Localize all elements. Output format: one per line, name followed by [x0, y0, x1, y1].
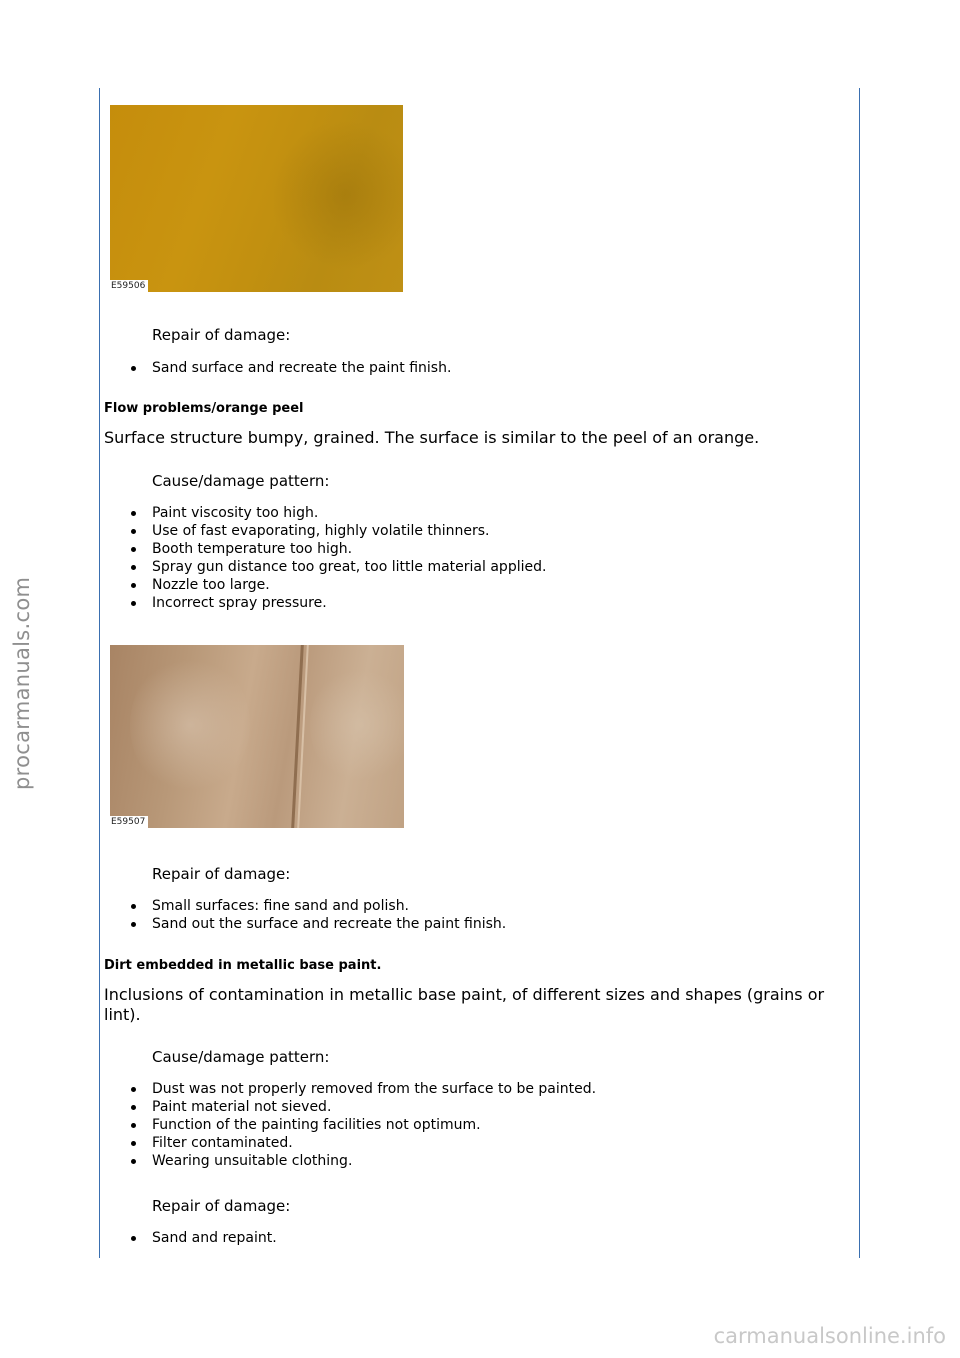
bullet-icon [131, 922, 136, 927]
repair-label: Repair of damage: [152, 1197, 291, 1215]
bullet-icon [131, 1236, 136, 1241]
bullet-icon [131, 565, 136, 570]
bullet-icon [131, 366, 136, 371]
figure-shading [130, 655, 250, 795]
figure-shading [270, 120, 403, 270]
section-heading: Dirt embedded in metallic base paint. [104, 958, 382, 973]
repair-list [0, 897, 506, 933]
list-item: Sand surface and recreate the paint finish. [0, 359, 451, 377]
cause-label: Cause/damage pattern: [152, 472, 330, 490]
list-item: Filter contaminated. [0, 1134, 596, 1152]
figure-paint-sample-2 [110, 645, 404, 828]
bullet-icon [131, 1159, 136, 1164]
list-item: Use of fast evaporating, highly volatile thinners. [0, 522, 546, 540]
section-heading: Flow problems/orange peel [104, 401, 304, 416]
bullet-icon [131, 547, 136, 552]
cause-list [0, 504, 546, 612]
right-margin-rule [859, 88, 860, 1258]
repair-list [0, 1229, 277, 1247]
list-item: Small surfaces: fine sand and polish. [0, 897, 506, 915]
repair-label: Repair of damage: [152, 865, 291, 883]
list-item: Incorrect spray pressure. [0, 594, 546, 612]
list-item: Paint material not sieved. [0, 1098, 596, 1116]
bullet-icon [131, 601, 136, 606]
repair-label: Repair of damage: [152, 326, 291, 344]
bullet-icon [131, 529, 136, 534]
list-item: Function of the painting facilities not optimum. [0, 1116, 596, 1134]
bullet-icon [131, 511, 136, 516]
figure-code: E59506 [110, 280, 148, 292]
bullet-icon [131, 904, 136, 909]
repair-list [0, 359, 451, 377]
footer-watermark: carmanualsonline.info [713, 1324, 946, 1348]
figure-shading [310, 665, 404, 785]
bullet-icon [131, 1105, 136, 1110]
cause-list [0, 1080, 596, 1170]
bullet-icon [131, 1123, 136, 1128]
bullet-icon [131, 1141, 136, 1146]
bullet-icon [131, 583, 136, 588]
list-item: Sand out the surface and recreate the paint finish. [0, 915, 506, 933]
list-item: Wearing unsuitable clothing. [0, 1152, 596, 1170]
side-watermark: procarmanuals.com [10, 576, 34, 790]
list-item: Dust was not properly removed from the surface to be painted. [0, 1080, 596, 1098]
section-description: Surface structure bumpy, grained. The surface is similar to the peel of an orange. [104, 428, 760, 447]
list-item: Booth temperature too high. [0, 540, 546, 558]
figure-code: E59507 [110, 816, 148, 828]
cause-label: Cause/damage pattern: [152, 1048, 330, 1066]
bullet-icon [131, 1087, 136, 1092]
list-item: Sand and repaint. [0, 1229, 277, 1247]
list-item: Nozzle too large. [0, 576, 546, 594]
list-item: Spray gun distance too great, too little material applied. [0, 558, 546, 576]
section-description: Inclusions of contamination in metallic base paint, of different sizes and shapes (grains or lint). [104, 985, 825, 1024]
figure-paint-sample-1 [110, 105, 403, 292]
list-item: Paint viscosity too high. [0, 504, 546, 522]
